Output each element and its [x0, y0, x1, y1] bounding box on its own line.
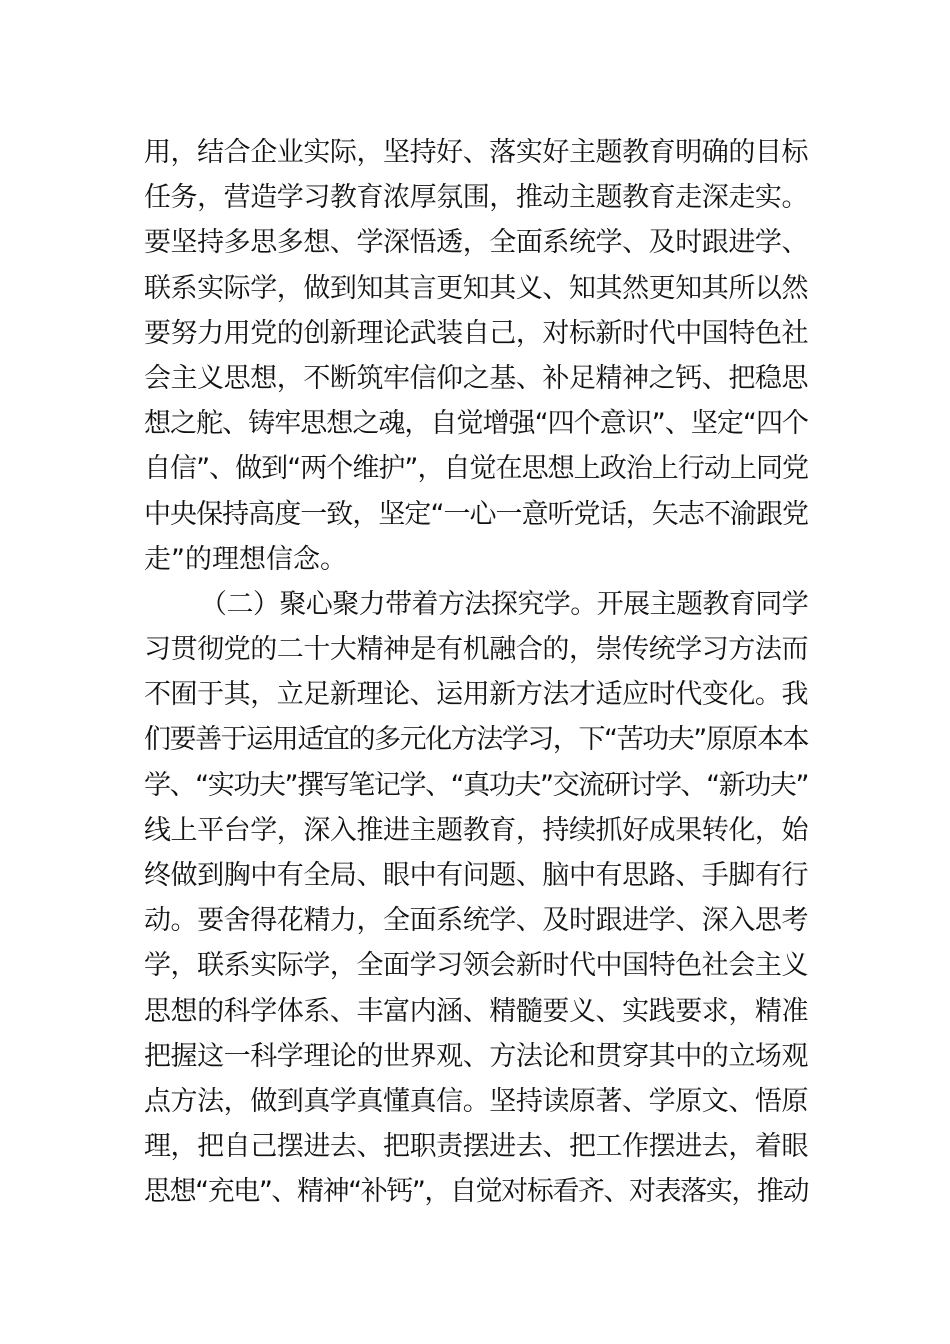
- text-line: 线上平台学，深入推进主题教育，持续抓好成果转化，始: [144, 814, 808, 846]
- text-line: 学、“实功夫”撰写笔记学、“真功夫”交流研讨学、“新功夫”: [144, 769, 808, 801]
- text-line: 点方法，做到真学真懂真信。坚持读原著、学原文、悟原: [144, 1085, 808, 1117]
- text-line: 们要善于运用适宜的多元化方法学习，下“苦功夫”原原本本: [144, 724, 808, 756]
- text-line: 学，联系实际学，全面学习领会新时代中国特色社会主义: [144, 950, 808, 982]
- text-line: 要坚持多思多想、学深悟透，全面系统学、及时跟进学、: [144, 227, 808, 259]
- text-line: 理，把自己摆进去、把职责摆进去、把工作摆进去，着眼: [144, 1131, 808, 1163]
- text-line: 自信”、做到“两个维护”，自觉在思想上政治上行动上同党: [144, 453, 808, 485]
- text-line: 想之舵、铸牢思想之魂，自觉增强“四个意识”、坚定“四个: [144, 408, 808, 440]
- text-line: 任务，营造学习教育浓厚氛围，推动主题教育走深走实。: [144, 182, 808, 214]
- text-line: 用，结合企业实际，坚持好、落实好主题教育明确的目标: [144, 137, 808, 168]
- section-heading-line: （二）聚心聚力带着方法探究学。开展主题教育同学: [200, 588, 808, 620]
- text-line: 会主义思想，不断筑牢信仰之基、补足精神之钙、把稳思: [144, 362, 808, 394]
- text-line: 把握这一科学理论的世界观、方法论和贯穿其中的立场观: [144, 1040, 808, 1072]
- text-line: 终做到胸中有全局、眼中有问题、脑中有思路、手脚有行: [144, 860, 808, 891]
- text-line: 中央保持高度一致，坚定“一心一意听党话，矢志不渝跟党: [144, 498, 808, 530]
- text-line: 思想的科学体系、丰富内涵、精髓要义、实践要求，精准: [144, 995, 808, 1027]
- text-line: 要努力用党的创新理论武装自己，对标新时代中国特色社: [144, 317, 808, 349]
- text-line: 习贯彻党的二十大精神是有机融合的，崇传统学习方法而: [144, 634, 808, 666]
- text-line: 走”的理想信念。: [144, 543, 347, 575]
- text-line: 联系实际学，做到知其言更知其义、知其然更知其所以然: [144, 272, 808, 304]
- text-line: 不囿于其，立足新理论、运用新方法才适应时代变化。我: [144, 679, 808, 711]
- text-line: 动。要舍得花精力，全面系统学、及时跟进学、深入思考: [144, 905, 808, 937]
- text-line: 思想“充电”、精神“补钙”，自觉对标看齐、对表落实，推动: [144, 1176, 808, 1208]
- body-text: [144, 130, 808, 1215]
